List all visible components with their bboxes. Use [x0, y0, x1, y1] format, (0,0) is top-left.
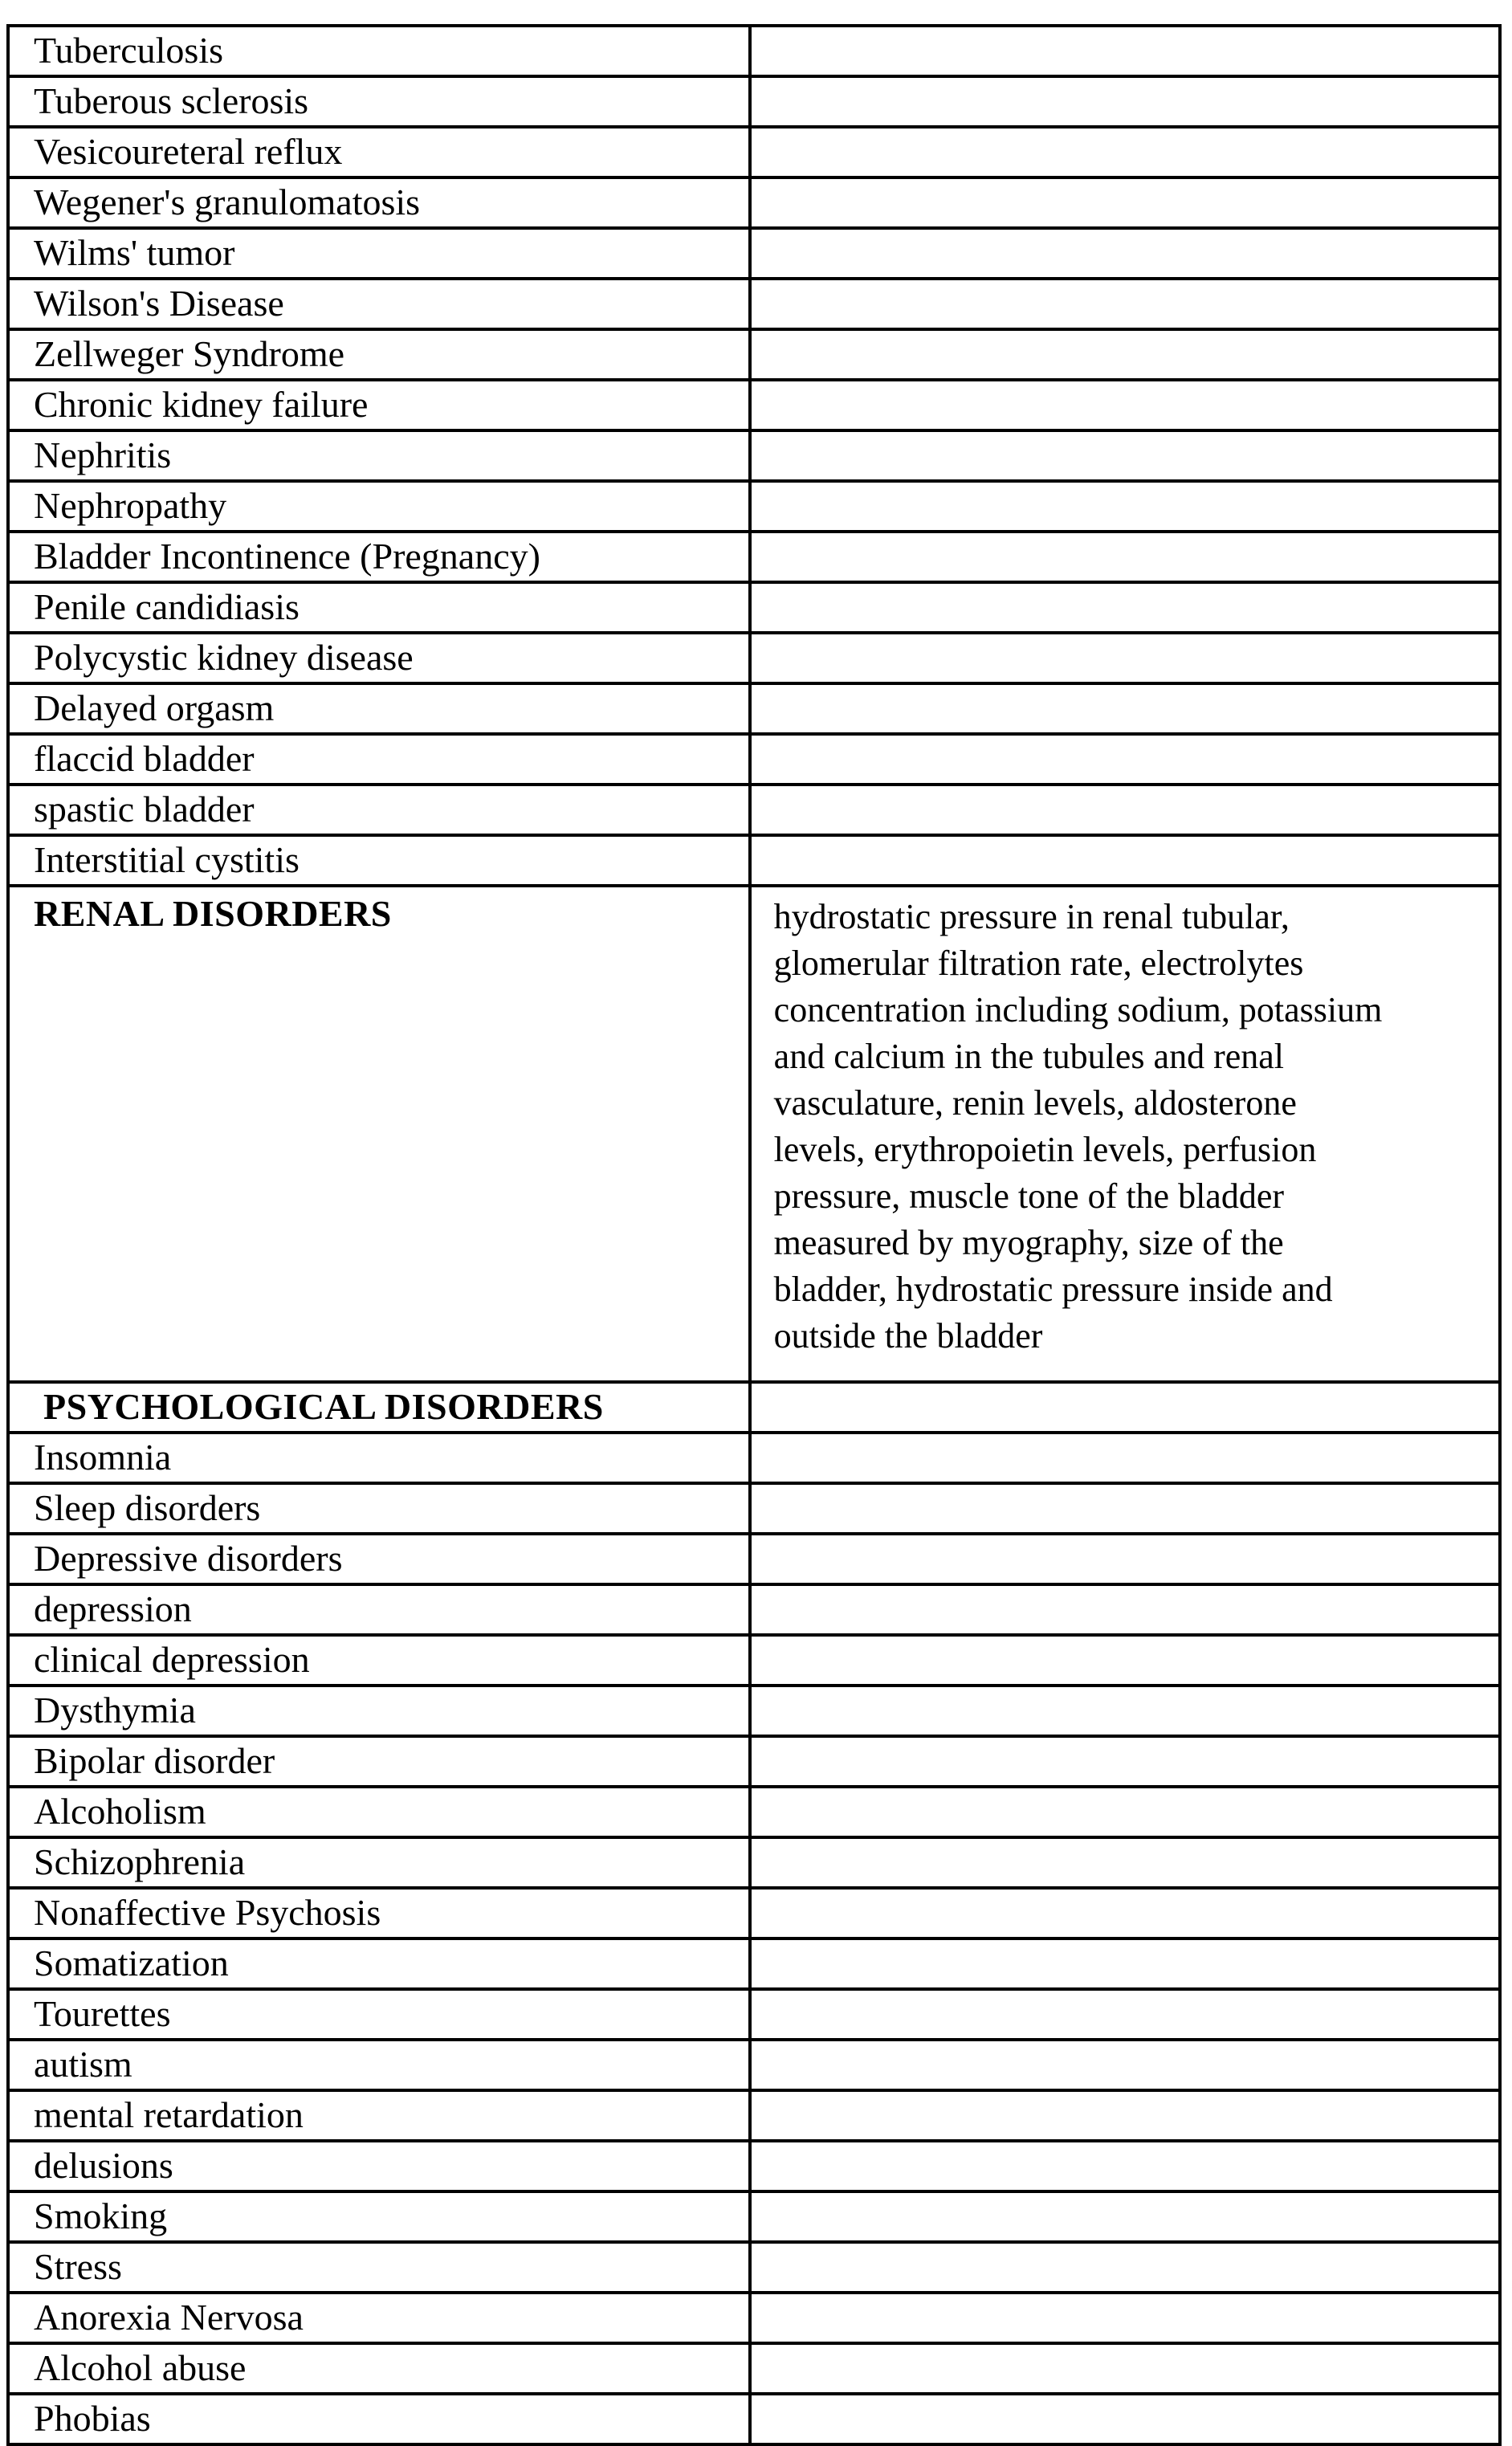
section-title-cell: RENAL DISORDERS	[8, 886, 750, 1382]
measurement-cell	[750, 1989, 1500, 2040]
measurement-cell	[750, 835, 1500, 886]
disorder-name-cell: Tourettes	[8, 1989, 750, 2040]
measurement-cell	[750, 76, 1500, 127]
table-row	[8, 481, 1500, 532]
disorder-name-cell: flaccid bladder	[8, 734, 750, 785]
disorder-name-cell: Zellweger Syndrome	[8, 329, 750, 380]
disorders-table	[6, 24, 1502, 2446]
disorder-name-cell: Alcohol abuse	[8, 2343, 750, 2394]
table-row	[8, 2343, 1500, 2394]
disorder-name-cell: clinical depression	[8, 1635, 750, 1686]
disorder-name-cell: Penile candidiasis	[8, 582, 750, 633]
table-row	[8, 582, 1500, 633]
measurement-cell	[750, 582, 1500, 633]
table-row	[8, 532, 1500, 582]
table-row	[8, 1837, 1500, 1888]
disorder-name-cell: Interstitial cystitis	[8, 835, 750, 886]
measurement-cell	[750, 633, 1500, 683]
table-row	[8, 127, 1500, 177]
measurement-cell	[750, 481, 1500, 532]
measurement-cell	[750, 785, 1500, 835]
disorder-name-cell: Tuberculosis	[8, 26, 750, 76]
table-row	[8, 683, 1500, 734]
disorder-name-cell: Nonaffective Psychosis	[8, 1888, 750, 1938]
table-row	[8, 2090, 1500, 2141]
measurement-cell	[750, 279, 1500, 329]
table-row	[8, 76, 1500, 127]
table-row	[8, 1989, 1500, 2040]
table-row	[8, 1736, 1500, 1787]
disorder-name-cell: Smoking	[8, 2191, 750, 2242]
disorder-name-cell: mental retardation	[8, 2090, 750, 2141]
disorder-name-cell: Nephropathy	[8, 481, 750, 532]
disorder-name-cell: Phobias	[8, 2394, 750, 2444]
measurement-cell	[750, 1534, 1500, 1584]
disorder-name-cell: autism	[8, 2040, 750, 2090]
measurement-cell	[750, 734, 1500, 785]
disorder-name-cell: Polycystic kidney disease	[8, 633, 750, 683]
table-row	[8, 785, 1500, 835]
measurement-cell	[750, 1736, 1500, 1787]
measurement-cell	[750, 1483, 1500, 1534]
measurement-cell	[750, 1584, 1500, 1635]
disorder-name-cell: Somatization	[8, 1938, 750, 1989]
measurement-cell	[750, 1635, 1500, 1686]
measurement-cell	[750, 177, 1500, 228]
table-row	[8, 2293, 1500, 2343]
measurement-cell	[750, 430, 1500, 481]
disorder-name-cell: delusions	[8, 2141, 750, 2191]
disorder-name-cell: Insomnia	[8, 1433, 750, 1483]
table-row	[8, 2394, 1500, 2444]
table-row	[8, 177, 1500, 228]
measurement-cell	[750, 2343, 1500, 2394]
measurement-cell	[750, 26, 1500, 76]
measurement-cell	[750, 1888, 1500, 1938]
measurement-cell	[750, 127, 1500, 177]
table-row	[8, 835, 1500, 886]
table-row	[8, 1483, 1500, 1534]
measurement-cell	[750, 1938, 1500, 1989]
measurement-cell	[750, 1837, 1500, 1888]
section-title-cell: PSYCHOLOGICAL DISORDERS	[8, 1382, 750, 1433]
disorder-name-cell: Alcoholism	[8, 1787, 750, 1837]
disorder-name-cell: Nephritis	[8, 430, 750, 481]
disorder-name-cell: Depressive disorders	[8, 1534, 750, 1584]
table-row	[8, 1787, 1500, 1837]
table-row	[8, 1584, 1500, 1635]
table-row	[8, 2040, 1500, 2090]
disorders-table-body	[8, 26, 1500, 2444]
table-row	[8, 2242, 1500, 2293]
table-row	[8, 1938, 1500, 1989]
measurement-cell	[750, 2191, 1500, 2242]
disorder-name-cell: Schizophrenia	[8, 1837, 750, 1888]
section-header-row	[8, 1382, 1500, 1433]
table-row	[8, 26, 1500, 76]
disorder-name-cell: Delayed orgasm	[8, 683, 750, 734]
disorder-name-cell: Wegener's granulomatosis	[8, 177, 750, 228]
disorder-name-cell: Vesicoureteral reflux	[8, 127, 750, 177]
measurement-cell	[750, 2141, 1500, 2191]
disorder-name-cell: Tuberous sclerosis	[8, 76, 750, 127]
disorder-name-cell: spastic bladder	[8, 785, 750, 835]
table-row	[8, 734, 1500, 785]
disorder-name-cell: depression	[8, 1584, 750, 1635]
table-row	[8, 1433, 1500, 1483]
disorder-name-cell: Dysthymia	[8, 1686, 750, 1736]
table-row	[8, 633, 1500, 683]
disorder-name-cell: Chronic kidney failure	[8, 380, 750, 430]
table-row	[8, 329, 1500, 380]
disorder-name-cell: Bipolar disorder	[8, 1736, 750, 1787]
disorder-name-cell: Wilms' tumor	[8, 228, 750, 279]
table-row	[8, 1635, 1500, 1686]
disorder-name-cell: Wilson's Disease	[8, 279, 750, 329]
disorder-name-cell: Sleep disorders	[8, 1483, 750, 1534]
measurement-cell	[750, 1382, 1500, 1433]
measurement-cell	[750, 2040, 1500, 2090]
measurement-cell	[750, 2394, 1500, 2444]
section-header-row	[8, 886, 1500, 1382]
table-row	[8, 380, 1500, 430]
disorder-name-cell: Anorexia Nervosa	[8, 2293, 750, 2343]
table-row	[8, 1888, 1500, 1938]
measurement-cell	[750, 228, 1500, 279]
table-row	[8, 279, 1500, 329]
table-row	[8, 2191, 1500, 2242]
table-row	[8, 1686, 1500, 1736]
measurement-cell	[750, 329, 1500, 380]
measurement-cell	[750, 1433, 1500, 1483]
measurement-cell	[750, 683, 1500, 734]
table-row	[8, 1534, 1500, 1584]
measurement-cell	[750, 532, 1500, 582]
measurement-cell	[750, 2242, 1500, 2293]
measurement-cell: hydrostatic pressure in renal tubular, glomerular filtration rate, electrolytes concentration including sodium, potassium and calcium in the tubules and renal vasculature, renin levels, aldosterone levels, erythropoietin levels, perfusion pressure, muscle tone of the bladder measured by myography, size of the bladder, hydrostatic pressure inside and outside the bladder	[750, 886, 1500, 1382]
measurement-cell	[750, 380, 1500, 430]
table-row	[8, 430, 1500, 481]
measurement-cell	[750, 2293, 1500, 2343]
table-row	[8, 2141, 1500, 2191]
measurement-cell	[750, 1686, 1500, 1736]
disorder-name-cell: Bladder Incontinence (Pregnancy)	[8, 532, 750, 582]
table-row	[8, 228, 1500, 279]
measurement-cell	[750, 2090, 1500, 2141]
disorder-name-cell: Stress	[8, 2242, 750, 2293]
measurement-cell	[750, 1787, 1500, 1837]
